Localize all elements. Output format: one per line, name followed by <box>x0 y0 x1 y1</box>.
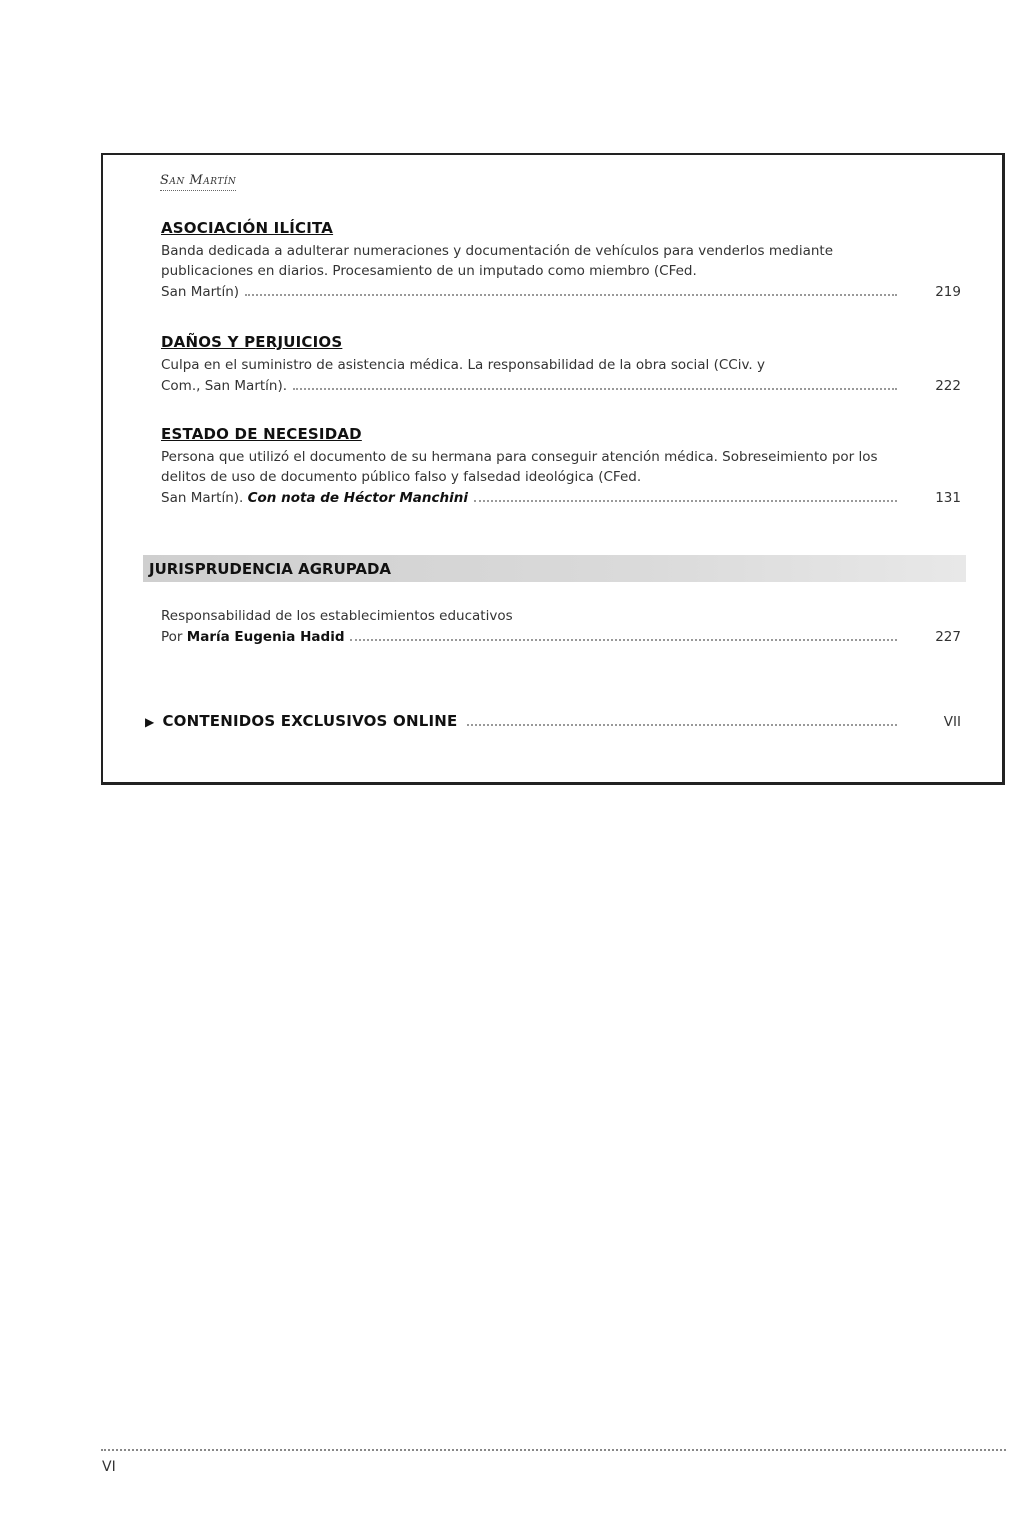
author-name: María Eugenia Hadid <box>186 629 345 645</box>
region-label: San Martín <box>160 173 236 191</box>
dot-leader <box>245 281 897 296</box>
online-label: CONTENIDOS EXCLUSIVOS ONLINE <box>162 712 458 730</box>
grouped-author-line <box>161 626 961 647</box>
entry-heading: DAÑOS Y PERJUICIOS <box>161 333 343 351</box>
by-label: Por <box>161 629 183 645</box>
entry-heading: ASOCIACIÓN ILÍCITA <box>161 219 334 237</box>
online-page-number: VII <box>943 714 961 730</box>
dot-leader <box>350 626 897 641</box>
entry-last-text: Com., San Martín). <box>161 378 288 394</box>
dot-leader <box>467 711 897 726</box>
footer-page-number: VI <box>102 1459 116 1475</box>
entry-last-line <box>161 375 961 396</box>
entry-page-number: 222 <box>935 378 961 394</box>
entry-last-text: San Martín) <box>161 284 240 300</box>
toc-entry-asociacion-ilicita[interactable] <box>161 219 961 302</box>
dot-leader <box>293 375 897 390</box>
section-band-title: JURISPRUDENCIA AGRUPADA <box>149 560 392 578</box>
online-line <box>145 711 961 732</box>
grouped-author-text <box>161 627 344 647</box>
online-label-wrap <box>145 711 457 732</box>
entry-note: Con nota de Héctor Manchini <box>247 490 468 506</box>
entry-page-number: 131 <box>935 490 961 506</box>
entry-body: Culpa en el suministro de asistencia médica. La responsabilidad de la obra social (CCiv. y <box>161 357 765 373</box>
play-arrow-icon: ▶ <box>145 715 155 729</box>
dot-leader <box>474 487 897 502</box>
toc-entry-estado-de-necesidad[interactable] <box>161 425 961 508</box>
entry-last-line <box>161 281 961 302</box>
toc-entry-grouped[interactable] <box>161 606 961 647</box>
entry-last-line <box>161 487 961 508</box>
entry-heading: ESTADO DE NECESIDAD <box>161 425 362 443</box>
entry-last-text-part: San Martín). <box>161 490 244 506</box>
grouped-title: Responsabilidad de los establecimientos educativos <box>161 608 513 624</box>
entry-last-text <box>161 488 468 508</box>
toc-entry-online[interactable] <box>145 711 961 732</box>
entry-body: Banda dedicada a adulterar numeraciones y documentación de vehículos para venderlos mediante publicaciones en diarios. Procesamiento de un imputado como miembro (CFed. <box>161 243 834 279</box>
footer-rule <box>101 1449 1006 1451</box>
section-band <box>143 555 966 582</box>
toc-entry-danos-y-perjuicios[interactable] <box>161 333 961 396</box>
entry-page-number: 219 <box>935 284 961 300</box>
entry-body: Persona que utilizó el documento de su hermana para conseguir atención médica. Sobreseimiento por los delitos de uso de documento público falso y falsedad ideológica (CFed. <box>161 449 878 485</box>
entry-page-number: 227 <box>935 629 961 645</box>
